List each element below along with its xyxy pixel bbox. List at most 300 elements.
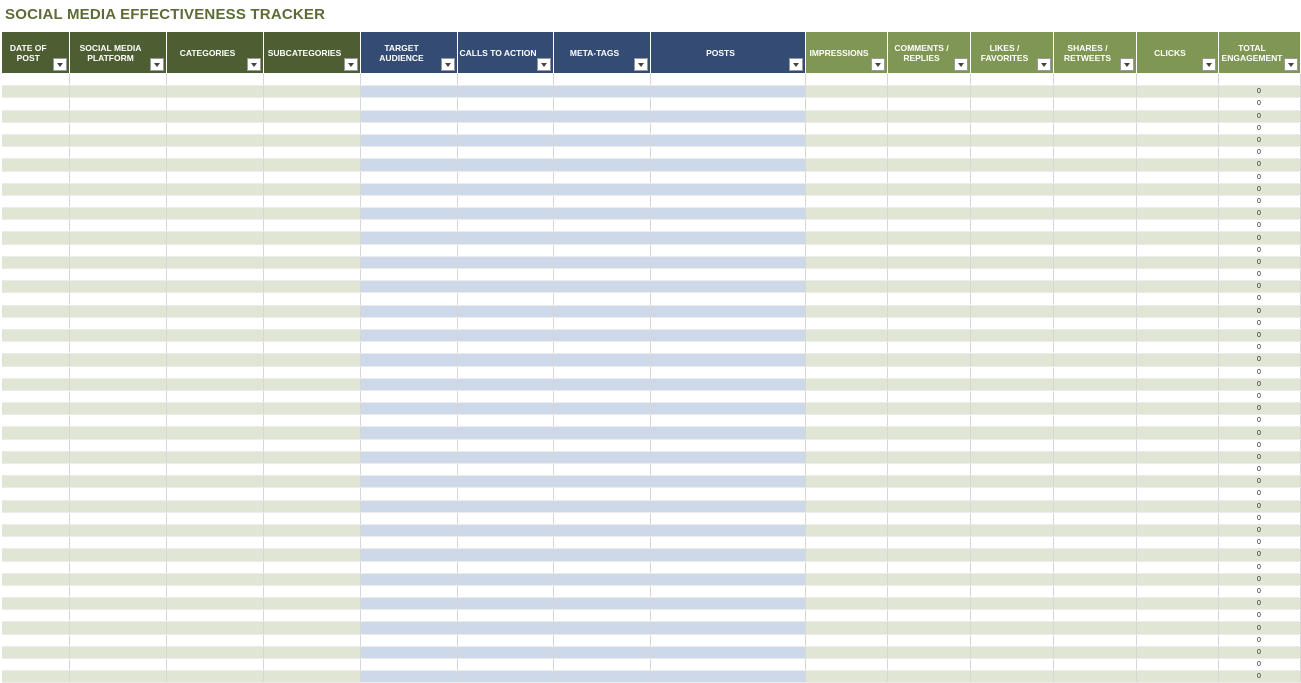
table-cell[interactable] xyxy=(970,305,1053,317)
table-cell[interactable] xyxy=(69,305,166,317)
table-cell[interactable] xyxy=(1053,512,1136,524)
table-cell[interactable] xyxy=(166,488,263,500)
table-cell[interactable] xyxy=(970,354,1053,366)
table-cell[interactable] xyxy=(1053,646,1136,658)
table-cell[interactable] xyxy=(1136,342,1218,354)
table-cell[interactable] xyxy=(69,98,166,110)
table-cell[interactable] xyxy=(263,464,360,476)
table-cell[interactable] xyxy=(360,439,457,451)
table-cell[interactable] xyxy=(650,86,805,98)
table-cell[interactable] xyxy=(970,512,1053,524)
table-cell[interactable] xyxy=(805,74,887,86)
table-cell[interactable] xyxy=(457,598,553,610)
table-cell[interactable]: 0 xyxy=(1218,622,1300,634)
table-cell[interactable] xyxy=(650,390,805,402)
table-cell[interactable] xyxy=(360,476,457,488)
table-cell[interactable] xyxy=(69,622,166,634)
table-cell[interactable] xyxy=(650,439,805,451)
table-cell[interactable] xyxy=(263,415,360,427)
table-cell[interactable] xyxy=(1053,622,1136,634)
table-cell[interactable]: 0 xyxy=(1218,329,1300,341)
table-cell[interactable] xyxy=(970,195,1053,207)
table-cell[interactable] xyxy=(166,671,263,683)
table-cell[interactable] xyxy=(2,293,69,305)
table-cell[interactable]: 0 xyxy=(1218,147,1300,159)
table-cell[interactable] xyxy=(69,354,166,366)
table-cell[interactable] xyxy=(650,403,805,415)
table-cell[interactable] xyxy=(805,183,887,195)
table-cell[interactable] xyxy=(650,134,805,146)
table-cell[interactable] xyxy=(69,415,166,427)
table-cell[interactable] xyxy=(1053,110,1136,122)
table-cell[interactable] xyxy=(166,464,263,476)
table-cell[interactable] xyxy=(457,171,553,183)
table-cell[interactable] xyxy=(1136,646,1218,658)
table-cell[interactable] xyxy=(805,464,887,476)
table-cell[interactable] xyxy=(650,476,805,488)
table-cell[interactable] xyxy=(553,500,650,512)
table-cell[interactable] xyxy=(2,74,69,86)
table-cell[interactable] xyxy=(69,671,166,683)
table-cell[interactable] xyxy=(553,317,650,329)
table-cell[interactable] xyxy=(887,281,970,293)
table-cell[interactable] xyxy=(1136,427,1218,439)
table-cell[interactable] xyxy=(2,512,69,524)
table-cell[interactable] xyxy=(166,598,263,610)
table-cell[interactable] xyxy=(650,256,805,268)
table-cell[interactable] xyxy=(553,512,650,524)
table-cell[interactable] xyxy=(650,598,805,610)
table-cell[interactable] xyxy=(805,622,887,634)
table-cell[interactable] xyxy=(970,329,1053,341)
table-cell[interactable] xyxy=(263,561,360,573)
table-cell[interactable] xyxy=(553,573,650,585)
table-cell[interactable] xyxy=(457,342,553,354)
table-cell[interactable] xyxy=(263,512,360,524)
table-cell[interactable] xyxy=(2,244,69,256)
table-cell[interactable] xyxy=(650,171,805,183)
table-cell[interactable] xyxy=(887,195,970,207)
table-cell[interactable] xyxy=(69,573,166,585)
table-cell[interactable] xyxy=(805,147,887,159)
table-cell[interactable] xyxy=(553,305,650,317)
table-cell[interactable]: 0 xyxy=(1218,220,1300,232)
table-cell[interactable] xyxy=(457,573,553,585)
table-cell[interactable] xyxy=(2,147,69,159)
table-cell[interactable] xyxy=(1136,329,1218,341)
table-cell[interactable]: 0 xyxy=(1218,317,1300,329)
table-cell[interactable] xyxy=(553,439,650,451)
table-cell[interactable] xyxy=(650,646,805,658)
table-cell[interactable]: 0 xyxy=(1218,439,1300,451)
table-cell[interactable] xyxy=(69,232,166,244)
table-cell[interactable] xyxy=(970,220,1053,232)
table-cell[interactable] xyxy=(650,622,805,634)
table-cell[interactable] xyxy=(1053,122,1136,134)
table-cell[interactable] xyxy=(457,159,553,171)
filter-dropdown-icon[interactable] xyxy=(441,58,455,71)
table-cell[interactable] xyxy=(887,134,970,146)
table-cell[interactable] xyxy=(1053,549,1136,561)
table-cell[interactable] xyxy=(166,524,263,536)
table-cell[interactable] xyxy=(887,86,970,98)
table-cell[interactable] xyxy=(970,256,1053,268)
table-cell[interactable] xyxy=(263,646,360,658)
table-cell[interactable] xyxy=(263,134,360,146)
table-cell[interactable] xyxy=(1136,671,1218,683)
table-cell[interactable] xyxy=(69,122,166,134)
table-cell[interactable] xyxy=(1053,451,1136,463)
table-cell[interactable] xyxy=(1053,427,1136,439)
table-cell[interactable] xyxy=(887,659,970,671)
table-cell[interactable] xyxy=(263,305,360,317)
table-cell[interactable] xyxy=(1053,98,1136,110)
table-cell[interactable] xyxy=(360,281,457,293)
table-cell[interactable] xyxy=(457,415,553,427)
table-cell[interactable] xyxy=(69,329,166,341)
table-cell[interactable] xyxy=(553,366,650,378)
table-cell[interactable] xyxy=(166,317,263,329)
table-cell[interactable] xyxy=(1053,500,1136,512)
table-cell[interactable]: 0 xyxy=(1218,488,1300,500)
table-cell[interactable] xyxy=(457,134,553,146)
table-cell[interactable] xyxy=(166,366,263,378)
table-cell[interactable] xyxy=(360,159,457,171)
table-cell[interactable] xyxy=(166,305,263,317)
table-cell[interactable] xyxy=(1053,366,1136,378)
table-cell[interactable] xyxy=(1136,208,1218,220)
table-cell[interactable] xyxy=(805,476,887,488)
table-cell[interactable] xyxy=(1136,232,1218,244)
table-cell[interactable] xyxy=(1053,329,1136,341)
table-cell[interactable] xyxy=(1136,561,1218,573)
table-cell[interactable] xyxy=(553,74,650,86)
table-cell[interactable] xyxy=(970,427,1053,439)
table-cell[interactable] xyxy=(553,476,650,488)
table-cell[interactable] xyxy=(970,183,1053,195)
table-cell[interactable] xyxy=(360,500,457,512)
table-cell[interactable] xyxy=(457,659,553,671)
table-cell[interactable] xyxy=(887,500,970,512)
table-cell[interactable] xyxy=(887,512,970,524)
table-cell[interactable] xyxy=(1136,281,1218,293)
table-cell[interactable] xyxy=(970,317,1053,329)
table-cell[interactable] xyxy=(69,171,166,183)
table-cell[interactable] xyxy=(166,573,263,585)
table-cell[interactable]: 0 xyxy=(1218,378,1300,390)
table-cell[interactable]: 0 xyxy=(1218,451,1300,463)
table-cell[interactable] xyxy=(887,147,970,159)
filter-dropdown-icon[interactable] xyxy=(954,58,968,71)
table-cell[interactable] xyxy=(457,293,553,305)
table-cell[interactable] xyxy=(805,317,887,329)
table-cell[interactable] xyxy=(360,659,457,671)
table-cell[interactable] xyxy=(2,329,69,341)
table-cell[interactable]: 0 xyxy=(1218,134,1300,146)
table-cell[interactable] xyxy=(1053,439,1136,451)
table-cell[interactable] xyxy=(805,671,887,683)
table-cell[interactable] xyxy=(2,573,69,585)
table-cell[interactable] xyxy=(805,524,887,536)
table-cell[interactable] xyxy=(887,342,970,354)
table-cell[interactable] xyxy=(263,488,360,500)
table-cell[interactable] xyxy=(1136,305,1218,317)
table-cell[interactable] xyxy=(360,598,457,610)
table-cell[interactable] xyxy=(457,488,553,500)
table-cell[interactable] xyxy=(650,415,805,427)
table-cell[interactable]: 0 xyxy=(1218,195,1300,207)
table-cell[interactable] xyxy=(650,524,805,536)
table-cell[interactable] xyxy=(650,269,805,281)
table-cell[interactable] xyxy=(2,171,69,183)
table-cell[interactable] xyxy=(553,281,650,293)
table-cell[interactable] xyxy=(166,622,263,634)
table-cell[interactable] xyxy=(166,110,263,122)
table-cell[interactable] xyxy=(553,134,650,146)
table-cell[interactable] xyxy=(360,208,457,220)
table-cell[interactable] xyxy=(887,329,970,341)
table-cell[interactable] xyxy=(970,244,1053,256)
table-cell[interactable] xyxy=(2,427,69,439)
table-cell[interactable] xyxy=(457,378,553,390)
table-cell[interactable] xyxy=(263,634,360,646)
table-cell[interactable] xyxy=(1053,208,1136,220)
table-cell[interactable] xyxy=(650,98,805,110)
table-cell[interactable] xyxy=(805,293,887,305)
table-cell[interactable] xyxy=(69,86,166,98)
table-cell[interactable] xyxy=(887,317,970,329)
table-cell[interactable] xyxy=(1136,464,1218,476)
table-cell[interactable] xyxy=(1136,195,1218,207)
table-cell[interactable] xyxy=(360,427,457,439)
table-cell[interactable] xyxy=(970,500,1053,512)
table-cell[interactable] xyxy=(1136,317,1218,329)
table-cell[interactable] xyxy=(650,281,805,293)
table-cell[interactable] xyxy=(650,232,805,244)
filter-dropdown-icon[interactable] xyxy=(789,58,803,71)
table-cell[interactable] xyxy=(970,378,1053,390)
table-cell[interactable] xyxy=(263,232,360,244)
table-cell[interactable] xyxy=(970,98,1053,110)
table-cell[interactable] xyxy=(457,147,553,159)
table-cell[interactable] xyxy=(1053,317,1136,329)
table-cell[interactable] xyxy=(457,305,553,317)
table-cell[interactable] xyxy=(970,232,1053,244)
table-cell[interactable] xyxy=(887,366,970,378)
table-cell[interactable] xyxy=(69,634,166,646)
table-cell[interactable] xyxy=(263,110,360,122)
table-cell[interactable] xyxy=(69,659,166,671)
table-cell[interactable] xyxy=(166,86,263,98)
table-cell[interactable] xyxy=(457,329,553,341)
table-cell[interactable] xyxy=(887,573,970,585)
table-cell[interactable] xyxy=(166,427,263,439)
table-cell[interactable] xyxy=(553,86,650,98)
table-cell[interactable] xyxy=(263,329,360,341)
table-cell[interactable] xyxy=(1136,500,1218,512)
table-cell[interactable] xyxy=(887,427,970,439)
table-cell[interactable] xyxy=(650,464,805,476)
table-cell[interactable] xyxy=(166,439,263,451)
table-cell[interactable] xyxy=(553,256,650,268)
table-cell[interactable] xyxy=(553,390,650,402)
table-cell[interactable] xyxy=(650,366,805,378)
table-cell[interactable] xyxy=(2,86,69,98)
table-cell[interactable] xyxy=(650,549,805,561)
table-cell[interactable] xyxy=(263,390,360,402)
table-cell[interactable] xyxy=(970,147,1053,159)
table-cell[interactable] xyxy=(457,500,553,512)
table-cell[interactable] xyxy=(805,98,887,110)
table-cell[interactable]: 0 xyxy=(1218,549,1300,561)
table-cell[interactable] xyxy=(1053,403,1136,415)
table-cell[interactable] xyxy=(69,427,166,439)
table-cell[interactable] xyxy=(166,329,263,341)
table-cell[interactable] xyxy=(887,524,970,536)
table-cell[interactable] xyxy=(360,220,457,232)
table-cell[interactable] xyxy=(1053,488,1136,500)
table-cell[interactable] xyxy=(805,500,887,512)
table-cell[interactable] xyxy=(263,269,360,281)
table-cell[interactable] xyxy=(1053,305,1136,317)
table-cell[interactable] xyxy=(805,634,887,646)
table-cell[interactable] xyxy=(970,598,1053,610)
table-cell[interactable] xyxy=(805,659,887,671)
table-cell[interactable] xyxy=(360,464,457,476)
table-cell[interactable] xyxy=(457,220,553,232)
table-cell[interactable] xyxy=(1053,476,1136,488)
table-cell[interactable]: 0 xyxy=(1218,98,1300,110)
table-cell[interactable] xyxy=(2,110,69,122)
table-cell[interactable]: 0 xyxy=(1218,634,1300,646)
table-cell[interactable] xyxy=(970,122,1053,134)
table-cell[interactable] xyxy=(553,488,650,500)
table-cell[interactable] xyxy=(887,110,970,122)
table-cell[interactable]: 0 xyxy=(1218,171,1300,183)
table-cell[interactable] xyxy=(887,476,970,488)
table-cell[interactable] xyxy=(457,256,553,268)
table-cell[interactable] xyxy=(2,646,69,658)
table-cell[interactable] xyxy=(360,244,457,256)
table-cell[interactable] xyxy=(263,183,360,195)
table-cell[interactable] xyxy=(805,439,887,451)
table-cell[interactable] xyxy=(263,281,360,293)
table-cell[interactable] xyxy=(263,256,360,268)
table-cell[interactable] xyxy=(1136,256,1218,268)
table-cell[interactable]: 0 xyxy=(1218,610,1300,622)
table-cell[interactable] xyxy=(69,464,166,476)
table-cell[interactable] xyxy=(263,220,360,232)
table-cell[interactable] xyxy=(360,585,457,597)
table-cell[interactable] xyxy=(69,366,166,378)
table-cell[interactable] xyxy=(650,195,805,207)
table-cell[interactable] xyxy=(69,598,166,610)
table-cell[interactable] xyxy=(1053,281,1136,293)
table-cell[interactable] xyxy=(263,159,360,171)
table-cell[interactable] xyxy=(553,329,650,341)
table-cell[interactable] xyxy=(650,500,805,512)
table-cell[interactable] xyxy=(970,110,1053,122)
table-cell[interactable] xyxy=(553,403,650,415)
table-cell[interactable] xyxy=(457,451,553,463)
table-cell[interactable] xyxy=(2,366,69,378)
table-cell[interactable] xyxy=(553,220,650,232)
table-cell[interactable] xyxy=(887,610,970,622)
table-cell[interactable] xyxy=(650,671,805,683)
table-cell[interactable] xyxy=(805,159,887,171)
table-cell[interactable] xyxy=(263,147,360,159)
table-cell[interactable] xyxy=(553,342,650,354)
table-cell[interactable] xyxy=(553,378,650,390)
table-cell[interactable] xyxy=(650,122,805,134)
table-cell[interactable] xyxy=(457,281,553,293)
table-cell[interactable] xyxy=(263,403,360,415)
table-cell[interactable] xyxy=(457,427,553,439)
table-cell[interactable] xyxy=(457,464,553,476)
table-cell[interactable] xyxy=(2,183,69,195)
table-cell[interactable] xyxy=(360,646,457,658)
table-cell[interactable] xyxy=(1136,220,1218,232)
table-cell[interactable]: 0 xyxy=(1218,390,1300,402)
table-cell[interactable] xyxy=(69,610,166,622)
table-cell[interactable] xyxy=(887,305,970,317)
table-cell[interactable] xyxy=(805,195,887,207)
table-cell[interactable] xyxy=(166,537,263,549)
table-cell[interactable] xyxy=(1053,537,1136,549)
table-cell[interactable] xyxy=(457,122,553,134)
table-cell[interactable] xyxy=(360,390,457,402)
filter-dropdown-icon[interactable] xyxy=(150,58,164,71)
table-cell[interactable] xyxy=(650,610,805,622)
table-cell[interactable] xyxy=(1218,74,1300,86)
table-cell[interactable] xyxy=(1053,598,1136,610)
table-cell[interactable] xyxy=(805,244,887,256)
table-cell[interactable] xyxy=(553,610,650,622)
table-cell[interactable] xyxy=(1053,573,1136,585)
table-cell[interactable] xyxy=(263,598,360,610)
table-cell[interactable] xyxy=(69,244,166,256)
table-cell[interactable] xyxy=(1136,293,1218,305)
table-cell[interactable] xyxy=(166,634,263,646)
table-cell[interactable] xyxy=(970,537,1053,549)
table-cell[interactable] xyxy=(1136,622,1218,634)
table-cell[interactable] xyxy=(805,390,887,402)
table-cell[interactable] xyxy=(970,634,1053,646)
table-cell[interactable]: 0 xyxy=(1218,208,1300,220)
table-cell[interactable] xyxy=(1053,147,1136,159)
table-cell[interactable] xyxy=(2,659,69,671)
table-cell[interactable] xyxy=(166,342,263,354)
table-cell[interactable] xyxy=(263,244,360,256)
table-cell[interactable] xyxy=(887,293,970,305)
table-cell[interactable] xyxy=(2,598,69,610)
table-cell[interactable] xyxy=(970,646,1053,658)
table-cell[interactable]: 0 xyxy=(1218,244,1300,256)
table-cell[interactable] xyxy=(887,671,970,683)
table-cell[interactable] xyxy=(805,281,887,293)
table-cell[interactable] xyxy=(1136,634,1218,646)
table-cell[interactable] xyxy=(1053,171,1136,183)
table-cell[interactable] xyxy=(1136,159,1218,171)
table-cell[interactable] xyxy=(887,622,970,634)
table-cell[interactable] xyxy=(805,122,887,134)
table-cell[interactable] xyxy=(2,500,69,512)
table-cell[interactable] xyxy=(887,634,970,646)
table-cell[interactable] xyxy=(360,293,457,305)
table-cell[interactable] xyxy=(263,366,360,378)
table-cell[interactable] xyxy=(166,208,263,220)
table-cell[interactable] xyxy=(166,646,263,658)
